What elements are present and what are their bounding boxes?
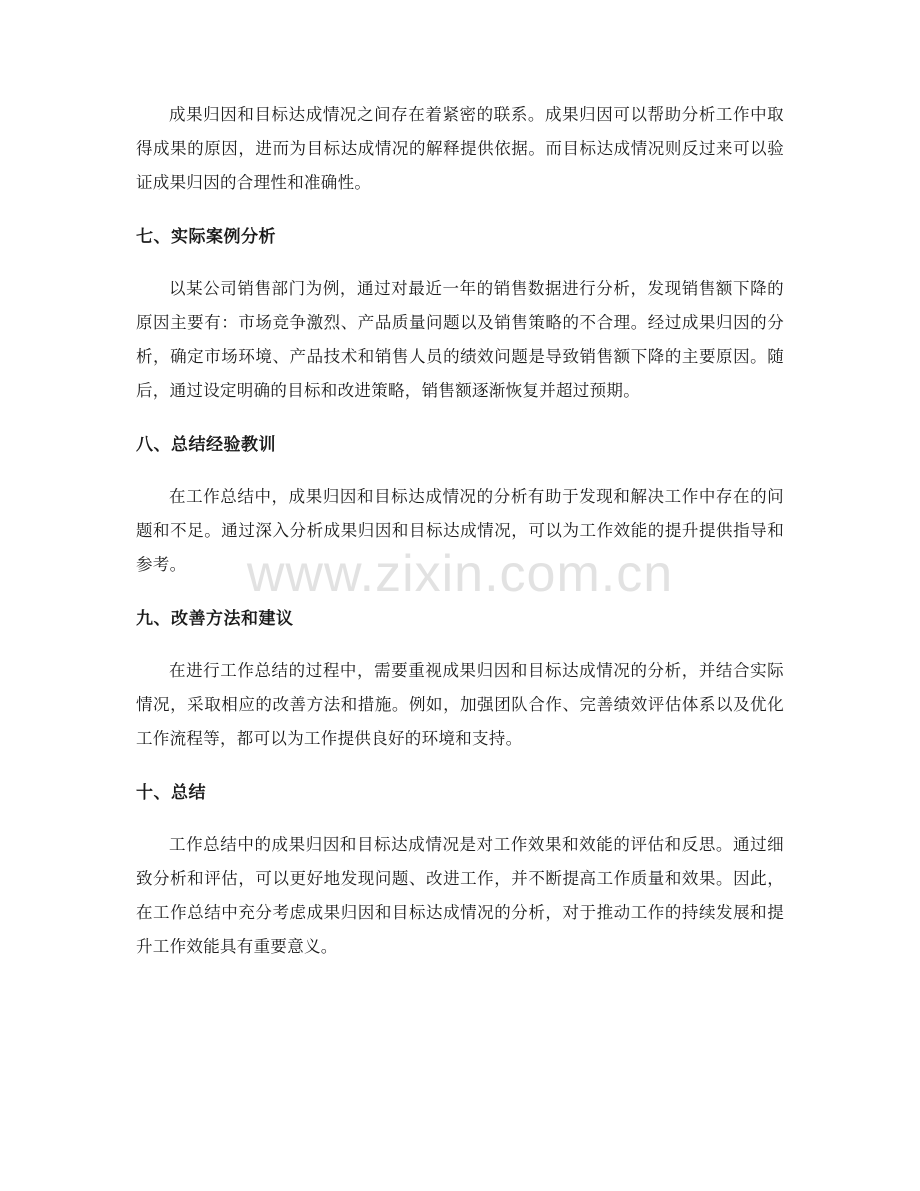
heading-improvement: 九、改善方法和建议	[136, 609, 294, 629]
heading-case-analysis: 七、实际案例分析	[136, 227, 276, 247]
paragraph-intro: 成果归因和目标达成情况之间存在着紧密的联系。成果归因可以帮助分析工作中取得成果的原因，进而为目标达成情况的解释提供依据。而目标达成情况则反过来可以验证成果归因的合理性和准确性。	[136, 105, 784, 192]
watermark: www.zixin.com.cn	[246, 545, 674, 603]
paragraph-case-analysis: 以某公司销售部门为例，通过对最近一年的销售数据进行分析，发现销售额下降的原因主要有：市场竞争激烈、产品质量问题以及销售策略的不合理。经过成果归因的分析，确定市场环境、产品技术和销售人员的绩效问题是导致销售额下降的主要原因。随后，通过设定明确的目标和改进策略，销售额逐渐恢复并超过预期。	[136, 279, 784, 400]
heading-lessons: 八、总结经验教训	[136, 435, 276, 455]
paragraph-improvement: 在进行工作总结的过程中，需要重视成果归因和目标达成情况的分析，并结合实际情况，采取相应的改善方法和措施。例如，加强团队合作、完善绩效评估体系以及优化工作流程等，都可以为工作提供良好的环境和支持。	[136, 661, 784, 748]
heading-summary: 十、总结	[136, 783, 206, 803]
paragraph-lessons: 在工作总结中，成果归因和目标达成情况的分析有助于发现和解决工作中存在的问题和不足。通过深入分析成果归因和目标达成情况，可以为工作效能的提升提供指导和参考。	[136, 487, 784, 574]
paragraph-summary: 工作总结中的成果归因和目标达成情况是对工作效果和效能的评估和反思。通过细致分析和评估，可以更好地发现问题、改进工作，并不断提高工作质量和效果。因此，在工作总结中充分考虑成果归因和目标达成情况的分析，对于推动工作的持续发展和提升工作效能具有重要意义。	[136, 835, 784, 956]
